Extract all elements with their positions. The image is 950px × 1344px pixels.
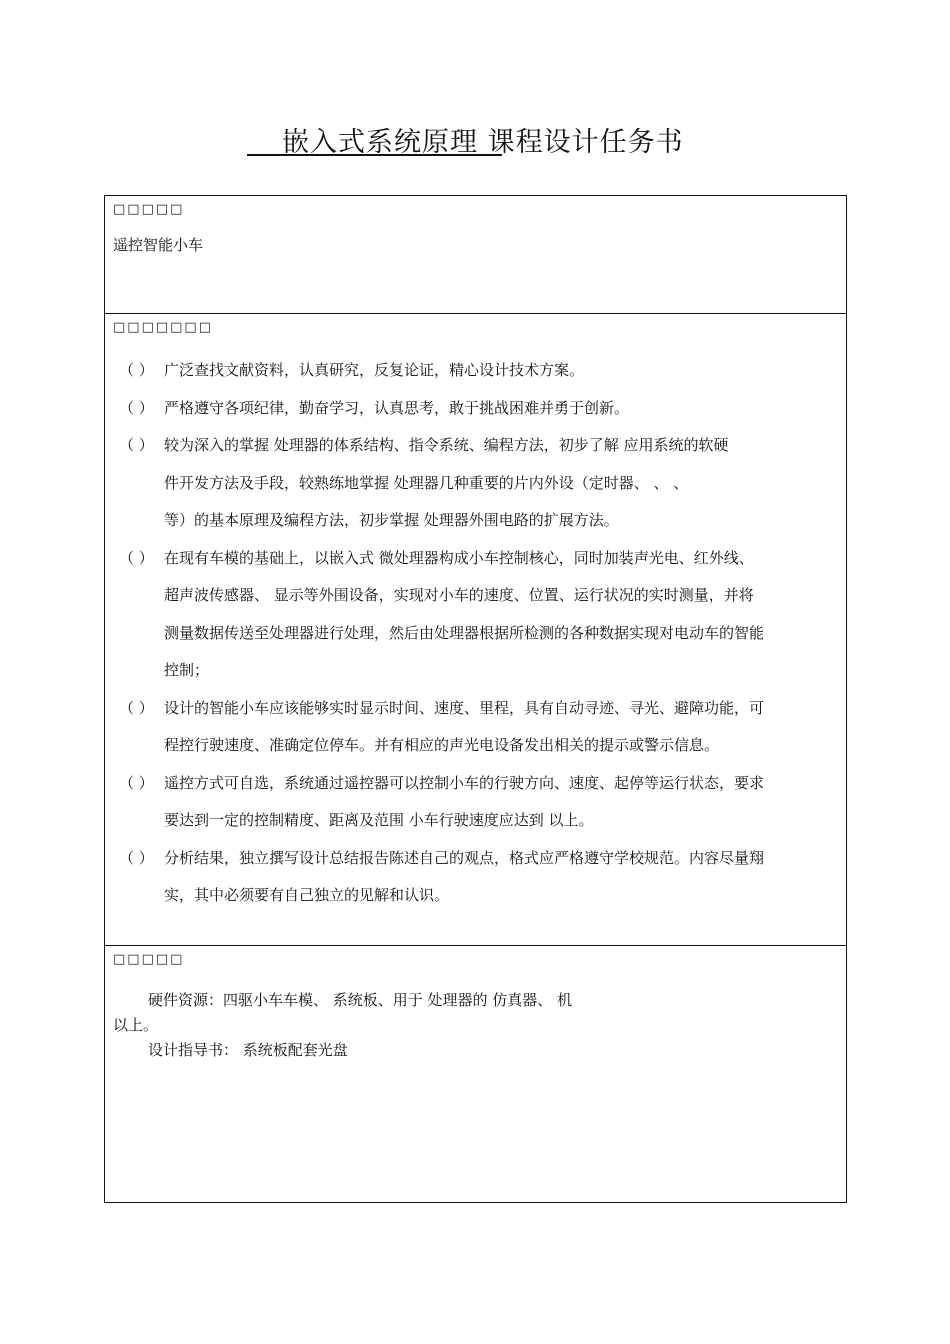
resources-section [105, 946, 846, 1202]
requirement-text-line: 程控行驶速度、准确定位停车。并有相应的声光电设备发出相关的提示或警示信息。 [164, 736, 720, 754]
requirement-number: （ ） [119, 436, 154, 454]
requirement-text-line: 广泛查找文献资料，认真研究，反复论证，精心设计技术方案。 [164, 361, 585, 379]
requirement-item [105, 697, 846, 772]
requirement-number: （ ） [119, 548, 154, 567]
hardware-resources-cont: 以上。 [113, 1016, 159, 1034]
requirement-text-line: 严格遵守各项纪律，勤奋学习，认真思考，敢于挑战困难并勇于创新。 [164, 398, 630, 417]
requirement-text-line: 遥控方式可自选，系统通过遥控器可以控制小车的行驶方向、速度、起停等运行状态，要求 [164, 773, 765, 792]
title-area [0, 116, 950, 166]
requirement-item [105, 359, 846, 397]
requirement-number: （ ） [119, 398, 154, 417]
requirement-text-line: 等）的基本原理及编程方法，初步掌握 处理器外围电路的扩展方法。 [164, 511, 619, 529]
requirement-item [105, 397, 846, 435]
requirement-text-line: 要达到一定的控制精度、距离及范围 小车行驶速度应达到 以上。 [164, 811, 594, 829]
topic-section [105, 196, 846, 314]
requirement-text-line: 控制； [164, 661, 210, 679]
requirement-text-line: 设计的智能小车应该能够实时显示时间、速度、里程，具有自动寻迹、寻光、避障功能，可 [164, 698, 765, 717]
requirement-item [105, 847, 846, 922]
requirement-text-line: 测量数据传送至处理器进行处理，然后由处理器根据所检测的各种数据实现对电动车的智能 [164, 623, 765, 642]
page-title: 嵌入式系统原理 课程设计任务书 [282, 127, 684, 158]
topic-label: □□□□□ [113, 202, 185, 217]
requirement-number: （ ） [119, 773, 154, 792]
requirement-item [105, 547, 846, 697]
hardware-resources: 硬件资源：四驱小车车模、 系统板、用于 处理器的 仿真器、 机 [148, 991, 573, 1009]
requirement-text-line: 件开发方法及手段，较熟练地掌握 处理器几种重要的片内外设（定时器、 、 、 [164, 473, 689, 492]
resources-label: □□□□□ [113, 952, 185, 967]
requirement-item [105, 772, 846, 847]
requirement-text-line: 较为深入的掌握 处理器的体系结构、指令系统、编程方法，初步了解 应用系统的软硬 [164, 436, 729, 454]
requirement-text-line: 分析结果，独立撰写设计总结报告陈述自己的观点，格式应严格遵守学校规范。内容尽量翔 [164, 848, 765, 867]
requirements-label: □□□□□□□ [113, 320, 213, 335]
task-table [104, 195, 847, 1203]
requirement-number: （ ） [119, 361, 154, 379]
design-guide: 设计指导书： 系统板配套光盘 [148, 1041, 348, 1059]
requirement-text-line: 实，其中必须要有自己独立的见解和认识。 [164, 886, 450, 904]
requirement-number: （ ） [119, 698, 154, 717]
topic-text: 遥控智能小车 [113, 236, 204, 254]
requirement-number: （ ） [119, 848, 154, 867]
requirements-section [105, 314, 846, 946]
requirement-text-line: 超声波传感器、 显示等外围设备，实现对小车的速度、位置、运行状况的实时测量，并将 [164, 586, 754, 604]
requirement-item [105, 434, 846, 547]
requirement-text-line: 在现有车模的基础上，以嵌入式 微处理器构成小车控制核心，同时加装声光电、红外线、 [164, 548, 754, 567]
